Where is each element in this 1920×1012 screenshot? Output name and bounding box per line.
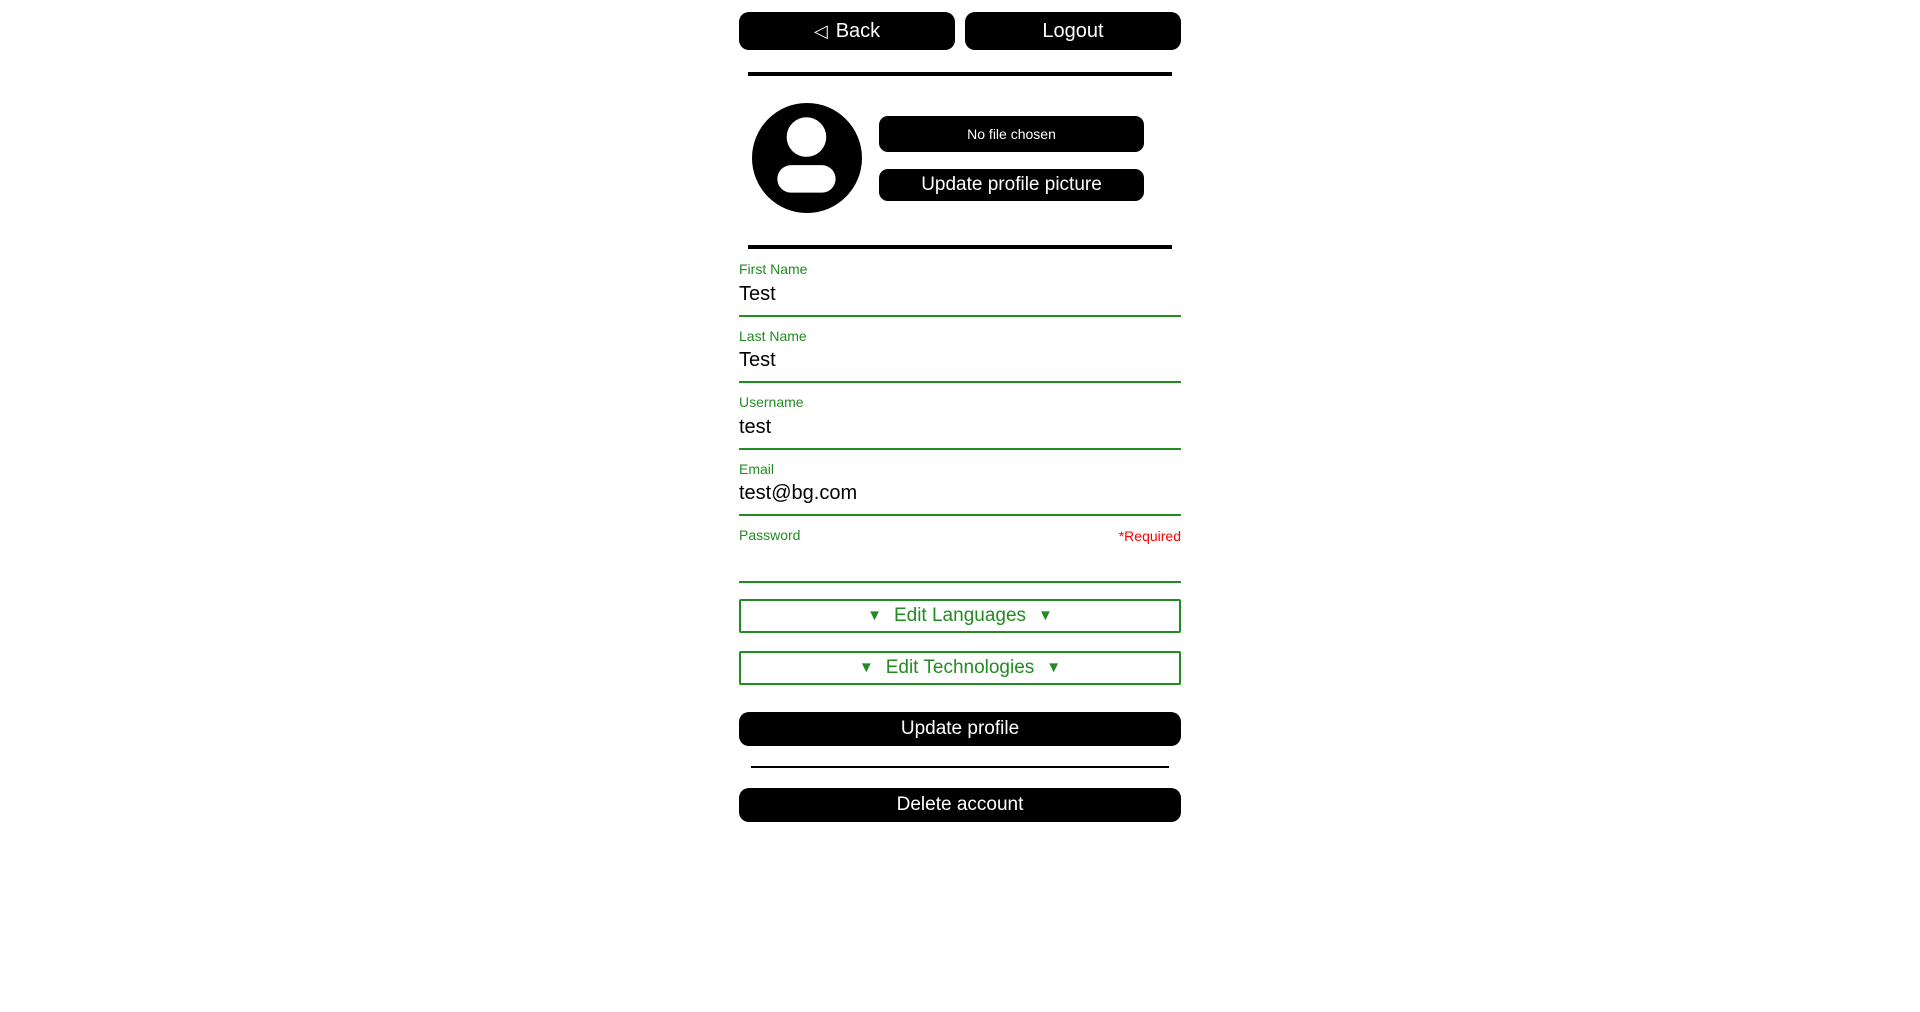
password-label-row — [739, 527, 1181, 545]
back-button-label: Back — [835, 19, 881, 42]
divider — [748, 72, 1172, 76]
password-label: Password — [739, 527, 801, 543]
person-circle-icon — [752, 103, 862, 213]
first-name-label: First Name — [739, 261, 808, 277]
file-upload-input[interactable] — [879, 116, 1144, 152]
edit-languages-button[interactable] — [739, 599, 1181, 633]
edit-languages-label: Edit Languages — [893, 604, 1027, 626]
update-profile-label: Update profile — [900, 717, 1020, 739]
edit-technologies-label: Edit Technologies — [885, 656, 1035, 678]
file-status-label: No file chosen — [967, 125, 1056, 142]
chevron-down-icon: ▼ — [1046, 659, 1062, 676]
username-field — [739, 394, 1181, 450]
password-field — [739, 527, 1181, 583]
back-arrow-icon: ◁ — [813, 21, 828, 41]
edit-technologies-button[interactable] — [739, 651, 1181, 685]
email-field — [739, 461, 1181, 517]
password-required-note: *Required — [1118, 527, 1181, 544]
password-input[interactable] — [739, 545, 1181, 583]
profile-form — [739, 261, 1181, 746]
top-button-row — [739, 12, 1181, 50]
email-input[interactable] — [739, 478, 1181, 516]
delete-account-button[interactable] — [739, 788, 1181, 822]
back-button[interactable] — [739, 12, 955, 50]
logout-button[interactable] — [965, 12, 1181, 50]
update-picture-label: Update profile picture — [921, 173, 1102, 195]
logout-button-label: Logout — [1042, 19, 1104, 42]
chevron-down-icon: ▼ — [858, 659, 874, 676]
divider — [751, 766, 1169, 768]
chevron-down-icon: ▼ — [1038, 607, 1053, 624]
delete-account-label: Delete account — [896, 793, 1024, 815]
update-profile-button[interactable] — [739, 712, 1181, 746]
picture-buttons — [879, 116, 1144, 201]
last-name-field — [739, 328, 1181, 384]
username-input[interactable] — [739, 412, 1181, 450]
first-name-input[interactable] — [739, 279, 1181, 317]
chevron-down-icon: ▼ — [867, 607, 882, 624]
last-name-label: Last Name — [739, 327, 807, 344]
email-label: Email — [739, 460, 775, 477]
last-name-input[interactable] — [739, 345, 1181, 383]
divider — [748, 245, 1172, 249]
profile-picture-section — [739, 103, 1181, 213]
profile-page — [739, 0, 1181, 822]
username-label: Username — [739, 394, 804, 410]
first-name-field — [739, 261, 1181, 317]
update-profile-picture-button[interactable] — [879, 169, 1144, 201]
